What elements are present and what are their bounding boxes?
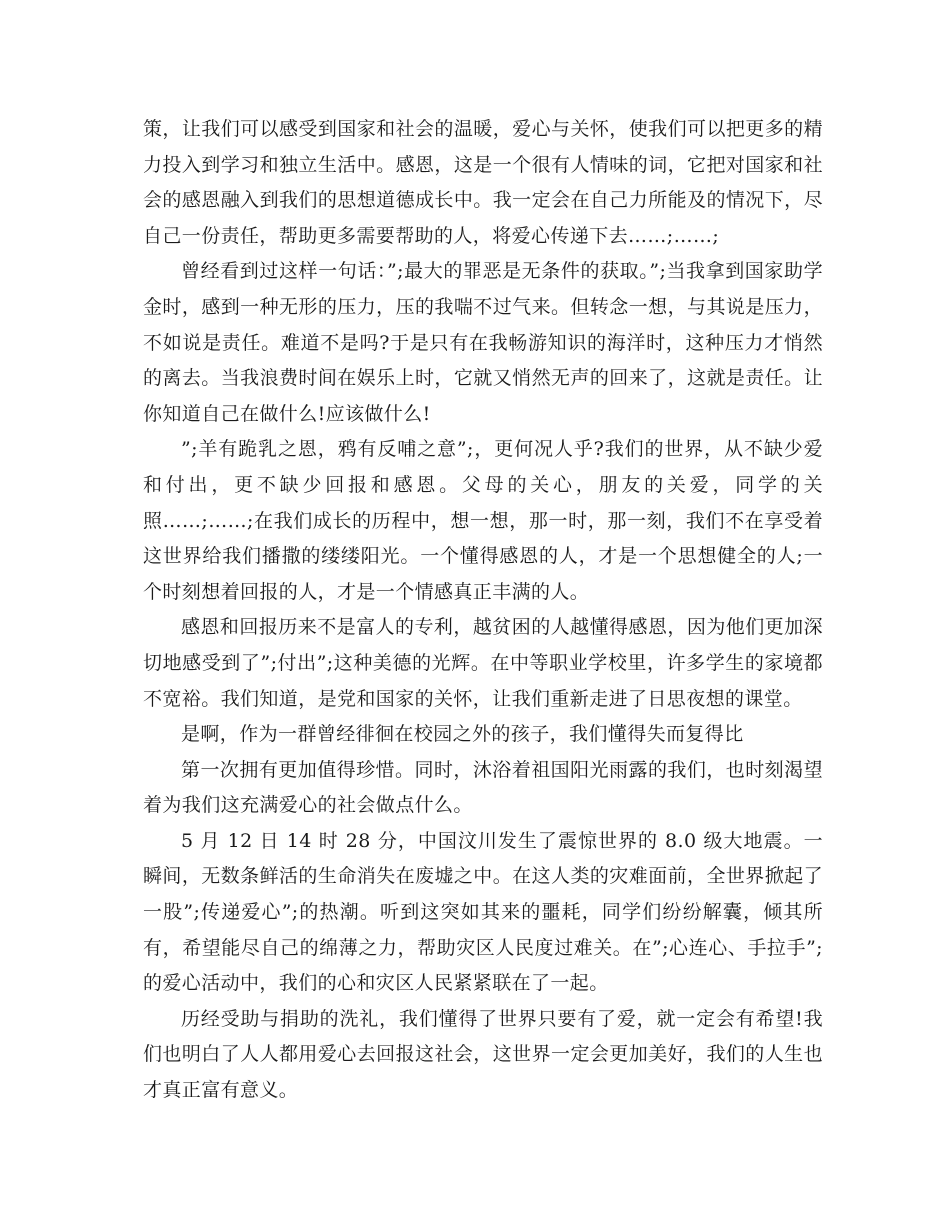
paragraph-8: 历经受助与捐助的洗礼，我们懂得了世界只要有了爱，就一定会有希望!我们也明白了人人都用爱心去回报这社会，这世界一定会更加美好，我们的人生也才真正富有意义。 (143, 1007, 823, 1102)
document-body (143, 112, 823, 1109)
paragraph-2: 曾经看到过这样一句话：”;最大的罪恶是无条件的获取。”;当我拿到国家助学金时，感到一种无形的压力，压的我喘不过气来。但转念一想，与其说是压力，不如说是责任。难道不是吗?于是只有在我畅游知识的海洋时，这种压力才悄然的离去。当我浪费时间在娱乐上时，它就又悄然无声的回来了，这就是责任。让你知道自己在做什么!应该做什么! (143, 260, 823, 425)
paragraph-4: 感恩和回报历来不是富人的专利，越贫困的人越懂得感恩，因为他们更加深切地感受到了”;付出”;这种美德的光辉。在中等职业学校里，许多学生的家境都不宽裕。我们知道，是党和国家的关怀，让我们重新走进了日思夜想的课堂。 (143, 616, 823, 710)
paragraph-5: 是啊，作为一群曾经徘徊在校园之外的孩子，我们懂得失而复得比 (181, 723, 744, 746)
paragraph-3: ”;羊有跪乳之恩，鸦有反哺之意”;，更何况人乎?我们的世界，从不缺少爱和付出，更不缺少回报和感恩。父母的关心，朋友的关爱，同学的关照……;……;在我们成长的历程中，想一想，那一时，那一刻，我们不在享受着这世界给我们播撒的缕缕阳光。一个懂得感恩的人，才是一个思想健全的人;一个时刻想着回报的人，才是一个情感真正丰满的人。 (143, 438, 823, 603)
paragraph-1: 策，让我们可以感受到国家和社会的温暖，爱心与关怀，使我们可以把更多的精力投入到学习和独立生活中。感恩，这是一个很有人情味的词，它把对国家和社会的感恩融入到我们的思想道德成长中。我一定会在自己力所能及的情况下，尽自己一份责任，帮助更多需要帮助的人，将爱心传递下去……;……; (143, 118, 823, 247)
paragraph-7: 5 月 12 日 14 时 28 分，中国汶川发生了震惊世界的 8.0 级大地震。一瞬间，无数条鲜活的生命消失在废墟之中。在这人类的灾难面前，全世界掀起了一股”;传递爱心”;的热潮。听到这突如其来的噩耗，同学们纷纷解囊，倾其所有，希望能尽自己的绵薄之力，帮助灾区人民度过难关。在”;心连心、手拉手”;的爱心活动中，我们的心和灾区人民紧紧联在了一起。 (143, 829, 823, 995)
paragraph-6: 第一次拥有更加值得珍惜。同时，沐浴着祖国阳光雨露的我们，也时刻渴望着为我们这充满爱心的社会做点什么。 (143, 758, 823, 817)
